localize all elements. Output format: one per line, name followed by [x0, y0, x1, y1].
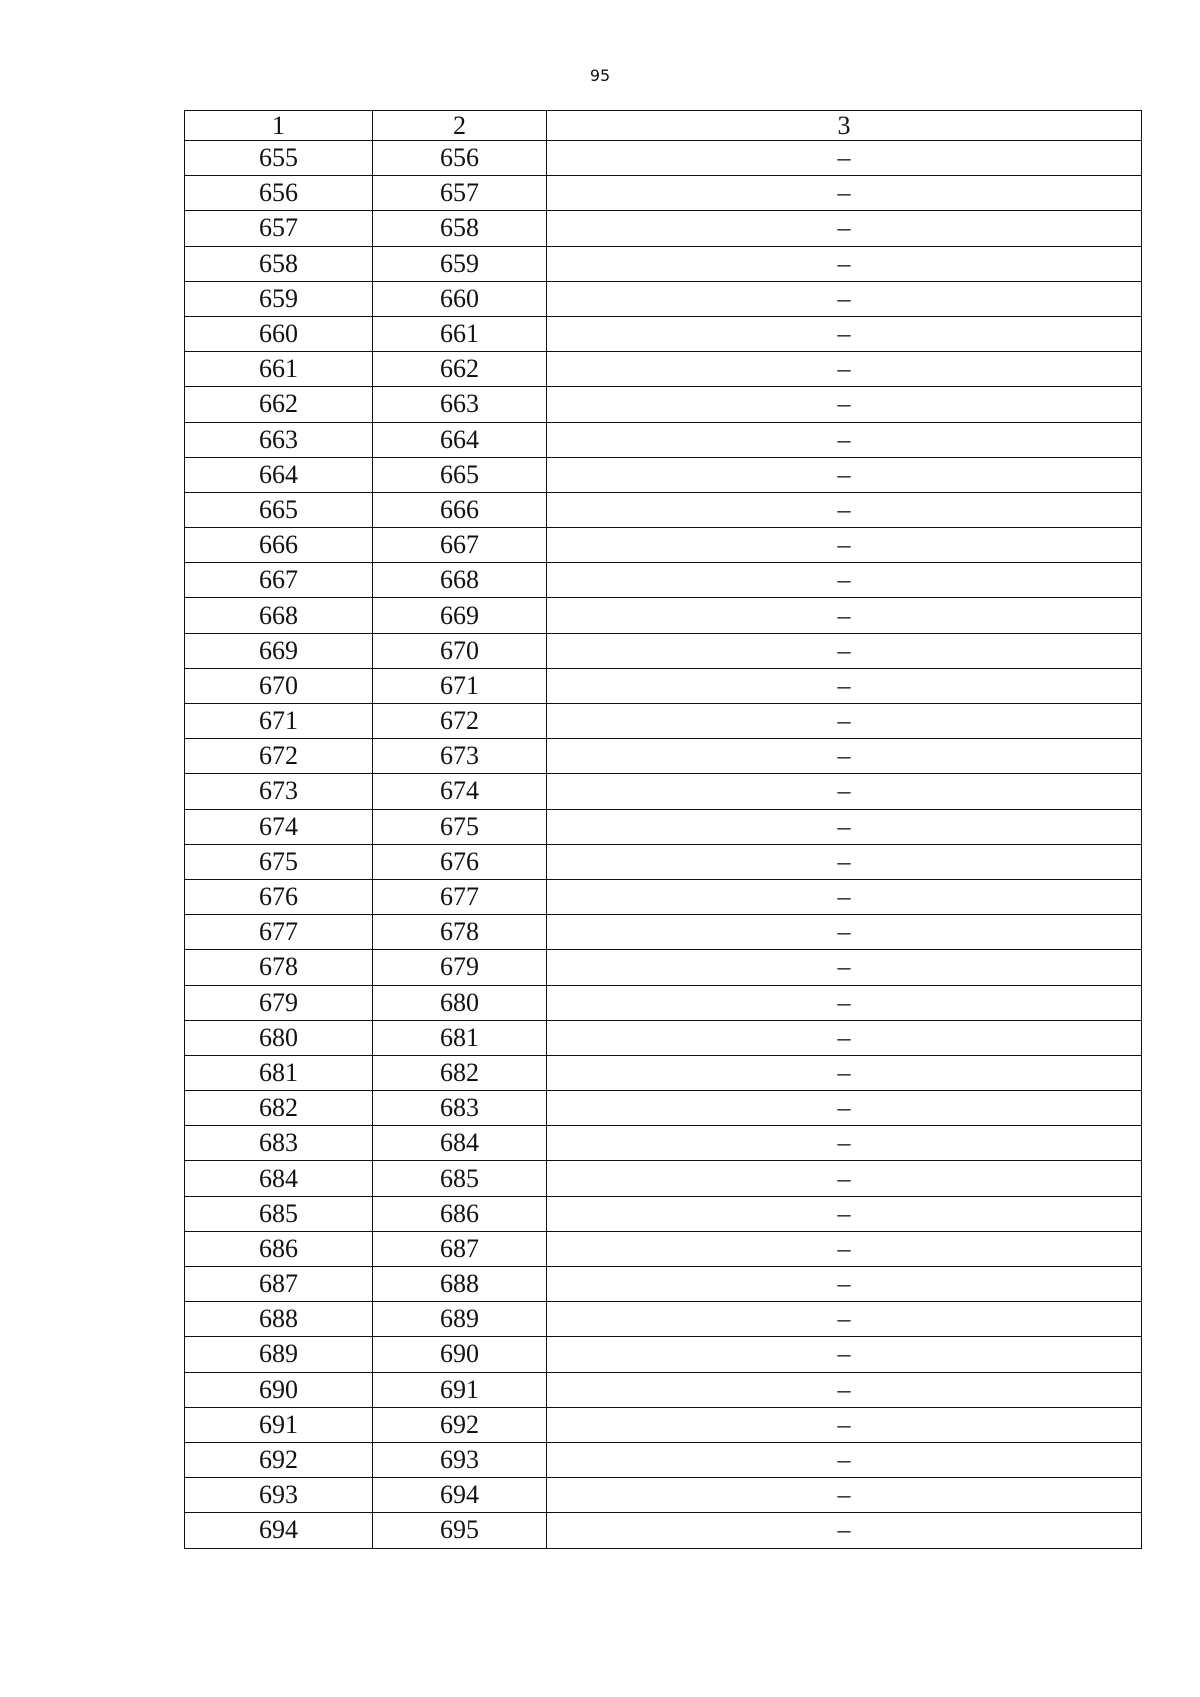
table-cell-col-1: 669 — [185, 633, 373, 668]
table-row — [185, 668, 1142, 703]
table-cell-col-3: – — [547, 1161, 1142, 1196]
table-cell-col-3: – — [547, 1231, 1142, 1266]
table-cell-col-2: 659 — [373, 246, 547, 281]
table-cell-col-1: 670 — [185, 668, 373, 703]
table-cell-col-2: 662 — [373, 352, 547, 387]
table-cell-col-2: 692 — [373, 1407, 547, 1442]
table-cell-col-1: 690 — [185, 1372, 373, 1407]
table-cell-col-1: 674 — [185, 809, 373, 844]
table-cell-col-3: – — [547, 1267, 1142, 1302]
table-cell-col-3: – — [547, 1372, 1142, 1407]
table-cell-col-3: – — [547, 457, 1142, 492]
table-cell-col-1: 655 — [185, 141, 373, 176]
table-cell-col-2: 669 — [373, 598, 547, 633]
table-cell-col-3: – — [547, 809, 1142, 844]
table-cell-col-2: 674 — [373, 774, 547, 809]
table-cell-col-2: 666 — [373, 492, 547, 527]
table-cell-col-2: 665 — [373, 457, 547, 492]
table-cell-col-2: 673 — [373, 739, 547, 774]
table-cell-col-1: 677 — [185, 915, 373, 950]
table-cell-col-2: 679 — [373, 950, 547, 985]
table-row — [185, 528, 1142, 563]
table-row — [185, 704, 1142, 739]
table-row — [185, 1407, 1142, 1442]
table-cell-col-1: 661 — [185, 352, 373, 387]
table-row — [185, 352, 1142, 387]
table-row — [185, 1091, 1142, 1126]
table-row — [185, 1372, 1142, 1407]
table-row — [185, 774, 1142, 809]
table-cell-col-3: – — [547, 1055, 1142, 1090]
table-cell-col-1: 694 — [185, 1513, 373, 1548]
table-cell-col-2: 656 — [373, 141, 547, 176]
table-cell-col-1: 682 — [185, 1091, 373, 1126]
table-cell-col-3: – — [547, 598, 1142, 633]
table-cell-col-2: 684 — [373, 1126, 547, 1161]
table-cell-col-3: – — [547, 1302, 1142, 1337]
table-cell-col-2: 660 — [373, 281, 547, 316]
table-row — [185, 985, 1142, 1020]
table-cell-col-3: – — [547, 211, 1142, 246]
table-row — [185, 246, 1142, 281]
table-cell-col-2: 683 — [373, 1091, 547, 1126]
table-cell-col-1: 681 — [185, 1055, 373, 1090]
table-row — [185, 1161, 1142, 1196]
table-row — [185, 915, 1142, 950]
table-cell-col-2: 691 — [373, 1372, 547, 1407]
table-cell-col-1: 688 — [185, 1302, 373, 1337]
table-cell-col-1: 664 — [185, 457, 373, 492]
table-cell-col-1: 662 — [185, 387, 373, 422]
table-cell-col-1: 675 — [185, 844, 373, 879]
table-row — [185, 950, 1142, 985]
table-row — [185, 809, 1142, 844]
table-cell-col-2: 685 — [373, 1161, 547, 1196]
table-cell-col-1: 672 — [185, 739, 373, 774]
table-row — [185, 1196, 1142, 1231]
table-cell-col-3: – — [547, 1513, 1142, 1548]
table-cell-col-2: 680 — [373, 985, 547, 1020]
table-cell-col-2: 681 — [373, 1020, 547, 1055]
table-cell-col-3: – — [547, 1091, 1142, 1126]
table-row — [185, 1442, 1142, 1477]
table-cell-col-3: – — [547, 774, 1142, 809]
table-cell-col-1: 693 — [185, 1478, 373, 1513]
table-cell-col-2: 676 — [373, 844, 547, 879]
table-cell-col-1: 683 — [185, 1126, 373, 1161]
table-cell-col-3: – — [547, 668, 1142, 703]
table-row — [185, 1231, 1142, 1266]
table-row — [185, 1055, 1142, 1090]
table-cell-col-2: 694 — [373, 1478, 547, 1513]
table-cell-col-2: 670 — [373, 633, 547, 668]
table-cell-col-1: 657 — [185, 211, 373, 246]
table-cell-col-2: 687 — [373, 1231, 547, 1266]
table-cell-col-2: 693 — [373, 1442, 547, 1477]
column-header-2: 2 — [373, 111, 547, 141]
table-cell-col-1: 691 — [185, 1407, 373, 1442]
table-row — [185, 211, 1142, 246]
table-row — [185, 422, 1142, 457]
table-row — [185, 844, 1142, 879]
table-cell-col-3: – — [547, 1478, 1142, 1513]
table-cell-col-1: 685 — [185, 1196, 373, 1231]
table-cell-col-3: – — [547, 492, 1142, 527]
table-cell-col-2: 675 — [373, 809, 547, 844]
table-cell-col-3: – — [547, 281, 1142, 316]
table-cell-col-3: – — [547, 1337, 1142, 1372]
table-cell-col-3: – — [547, 1442, 1142, 1477]
table-cell-col-3: – — [547, 844, 1142, 879]
table-cell-col-2: 658 — [373, 211, 547, 246]
table-cell-col-1: 680 — [185, 1020, 373, 1055]
table-cell-col-2: 672 — [373, 704, 547, 739]
table-cell-col-1: 656 — [185, 176, 373, 211]
table-cell-col-1: 686 — [185, 1231, 373, 1266]
table-cell-col-1: 668 — [185, 598, 373, 633]
table-cell-col-3: – — [547, 633, 1142, 668]
table-cell-col-2: 689 — [373, 1302, 547, 1337]
table-cell-col-1: 678 — [185, 950, 373, 985]
table-cell-col-3: – — [547, 879, 1142, 914]
table-cell-col-1: 676 — [185, 879, 373, 914]
table-cell-col-3: – — [547, 1020, 1142, 1055]
table-cell-col-2: 661 — [373, 316, 547, 351]
table-row — [185, 1267, 1142, 1302]
column-header-1: 1 — [185, 111, 373, 141]
table-row — [185, 598, 1142, 633]
table-cell-col-3: – — [547, 528, 1142, 563]
table-cell-col-3: – — [547, 915, 1142, 950]
table-cell-col-1: 660 — [185, 316, 373, 351]
table-cell-col-1: 663 — [185, 422, 373, 457]
table-row — [185, 1020, 1142, 1055]
table-cell-col-1: 659 — [185, 281, 373, 316]
table-cell-col-2: 695 — [373, 1513, 547, 1548]
table-cell-col-1: 679 — [185, 985, 373, 1020]
table-cell-col-3: – — [547, 352, 1142, 387]
table-row — [185, 1513, 1142, 1548]
table-row — [185, 563, 1142, 598]
table-cell-col-3: – — [547, 176, 1142, 211]
table-row — [185, 739, 1142, 774]
table-row — [185, 141, 1142, 176]
table-row — [185, 457, 1142, 492]
table-cell-col-2: 657 — [373, 176, 547, 211]
table-row — [185, 387, 1142, 422]
table-cell-col-3: – — [547, 141, 1142, 176]
table-cell-col-1: 684 — [185, 1161, 373, 1196]
table-cell-col-3: – — [547, 1407, 1142, 1442]
table-cell-col-3: – — [547, 950, 1142, 985]
table-cell-col-1: 658 — [185, 246, 373, 281]
table-cell-col-2: 667 — [373, 528, 547, 563]
table-cell-col-1: 666 — [185, 528, 373, 563]
page-number: 95 — [589, 66, 611, 85]
table-cell-col-1: 687 — [185, 1267, 373, 1302]
table-row — [185, 1302, 1142, 1337]
table-cell-col-2: 663 — [373, 387, 547, 422]
table-cell-col-3: – — [547, 739, 1142, 774]
table-row — [185, 1337, 1142, 1372]
table-cell-col-3: – — [547, 422, 1142, 457]
table-cell-col-3: – — [547, 387, 1142, 422]
table-cell-col-1: 667 — [185, 563, 373, 598]
table-row — [185, 879, 1142, 914]
table-body — [185, 141, 1142, 1549]
table-cell-col-2: 668 — [373, 563, 547, 598]
table-cell-col-1: 689 — [185, 1337, 373, 1372]
table-row — [185, 1126, 1142, 1161]
table-row — [185, 492, 1142, 527]
table-cell-col-1: 665 — [185, 492, 373, 527]
table-cell-col-3: – — [547, 1196, 1142, 1231]
table-cell-col-3: – — [547, 985, 1142, 1020]
table-row — [185, 316, 1142, 351]
table-cell-col-3: – — [547, 246, 1142, 281]
table-row — [185, 1478, 1142, 1513]
table-cell-col-3: – — [547, 704, 1142, 739]
table-row — [185, 176, 1142, 211]
table-cell-col-2: 690 — [373, 1337, 547, 1372]
data-table — [184, 110, 1142, 1549]
table-cell-col-3: – — [547, 563, 1142, 598]
table-cell-col-2: 664 — [373, 422, 547, 457]
column-header-3: 3 — [547, 111, 1142, 141]
table-cell-col-2: 677 — [373, 879, 547, 914]
table-cell-col-3: – — [547, 1126, 1142, 1161]
table-cell-col-2: 688 — [373, 1267, 547, 1302]
table-cell-col-2: 678 — [373, 915, 547, 950]
table-cell-col-2: 682 — [373, 1055, 547, 1090]
table-cell-col-2: 671 — [373, 668, 547, 703]
table-cell-col-3: – — [547, 316, 1142, 351]
table-cell-col-1: 692 — [185, 1442, 373, 1477]
table-cell-col-1: 673 — [185, 774, 373, 809]
table-row — [185, 281, 1142, 316]
table-cell-col-1: 671 — [185, 704, 373, 739]
table-row — [185, 633, 1142, 668]
table-cell-col-2: 686 — [373, 1196, 547, 1231]
table-header-row — [185, 111, 1142, 141]
